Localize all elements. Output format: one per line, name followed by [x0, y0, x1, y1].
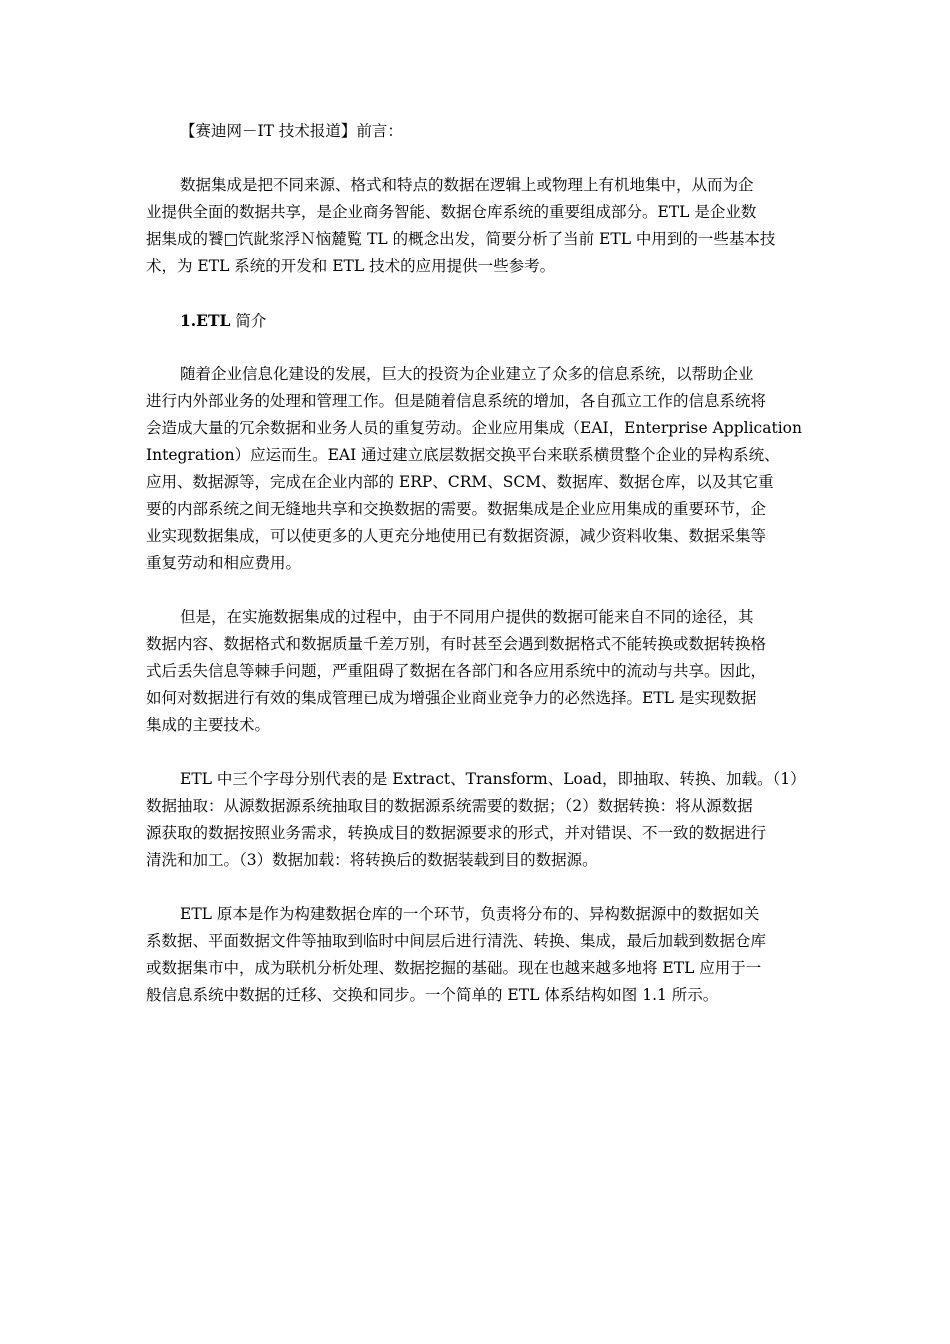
paragraph-line: 业实现数据集成，可以使更多的人更充分地使用已有数据资源，减少资料收集、数据采集等 [146, 527, 767, 545]
paragraph-line: 会造成大量的冗余数据和业务人员的重复劳动。企业应用集成（EAI，Enterprise Application [146, 419, 802, 437]
paragraph-line: 据集成的饕□饩龀浆浮Ｎ恼麓覧 TL 的概念出发，简要分析了当前 ETL 中用到的一些基本技 [146, 230, 776, 248]
document-page [146, 118, 812, 1009]
paragraph-line: ETL 中三个字母分别代表的是 Extract、Transform、Load，即抽取、转换、加载。（1） [180, 770, 806, 788]
section-heading-number: 1.ETL [180, 311, 231, 330]
paragraph-line: 系数据、平面数据文件等抽取到临时中间层后进行清洗、转换、集成，最后加载到数据仓库 [146, 932, 767, 950]
paragraph-line: 但是，在实施数据集成的过程中，由于不同用户提供的数据可能来自不同的途径，其 [180, 608, 754, 626]
paragraph-line: 术，为 ETL 系统的开发和 ETL 技术的应用提供一些参考。 [146, 257, 556, 275]
section-heading-title: 简介 [230, 312, 267, 330]
paragraph-line: 清洗和加工。（3）数据加载：将转换后的数据装载到目的数据源。 [146, 851, 598, 869]
paragraph-line: 式后丢失信息等棘手问题，严重阻碍了数据在各部门和各应用系统中的流动与共享。因此， [146, 662, 767, 680]
spacer [146, 577, 812, 604]
paragraph-line: 进行内外部业务的处理和管理工作。但是随着信息系统的增加，各自孤立工作的信息系统将 [146, 392, 767, 410]
paragraph-background [146, 361, 812, 577]
paragraph-intro [146, 172, 812, 280]
paragraph-line: 数据抽取：从源数据源系统抽取目的数据源系统需要的数据；（2）数据转换：将从源数据 [146, 797, 753, 815]
spacer [146, 874, 812, 901]
paragraph-line: ETL 原本是作为构建数据仓库的一个环节，负责将分布的、异构数据源中的数据如关 [180, 905, 760, 923]
spacer [146, 145, 812, 172]
section-heading [146, 307, 812, 334]
paragraph-line: 业提供全面的数据共享，是企业商务智能、数据仓库系统的重要组成部分。ETL 是企业数 [146, 203, 757, 221]
paragraph-line: 要的内部系统之间无缝地共享和交换数据的需要。数据集成是企业应用集成的重要环节，企 [146, 500, 767, 518]
paragraph-line: 应用、数据源等，完成在企业内部的 ERP、CRM、SCM、数据库、数据仓库，以及其它重 [146, 473, 774, 491]
spacer [146, 280, 812, 307]
intro-label: 【赛迪网－IT 技术报道】前言： [180, 122, 403, 140]
spacer [146, 739, 812, 766]
paragraph-problems [146, 604, 812, 739]
paragraph-etl-role [146, 901, 812, 1009]
spacer [146, 334, 812, 361]
paragraph-line: 般信息系统中数据的迁移、交换和同步。一个简单的 ETL 体系结构如图 1.1 所示。 [146, 986, 719, 1004]
paragraph-line: 数据集成是把不同来源、格式和特点的数据在逻辑上或物理上有机地集中，从而为企 [180, 176, 754, 194]
paragraph-line: 数据内容、数据格式和数据质量千差万别，有时甚至会遇到数据格式不能转换或数据转换格 [146, 635, 767, 653]
paragraph-line: 随着企业信息化建设的发展，巨大的投资为企业建立了众多的信息系统，以帮助企业 [180, 365, 754, 383]
paragraph-line: 集成的主要技术。 [146, 716, 271, 734]
paragraph-etl-definition [146, 766, 812, 874]
paragraph-line: 重复劳动和相应费用。 [146, 554, 302, 572]
paragraph-line: 如何对数据进行有效的集成管理已成为增强企业商业竞争力的必然选择。ETL 是实现数据 [146, 689, 757, 707]
paragraph-line: 源获取的数据按照业务需求，转换成目的数据源要求的形式，并对错误、不一致的数据进行 [146, 824, 767, 842]
paragraph-line: Integration）应运而生。EAI 通过建立底层数据交换平台来联系横贯整个企业的异构系统、 [146, 446, 780, 464]
paragraph-line: 或数据集市中，成为联机分析处理、数据挖掘的基础。现在也越来越多地将 ETL 应用于一 [146, 959, 762, 977]
